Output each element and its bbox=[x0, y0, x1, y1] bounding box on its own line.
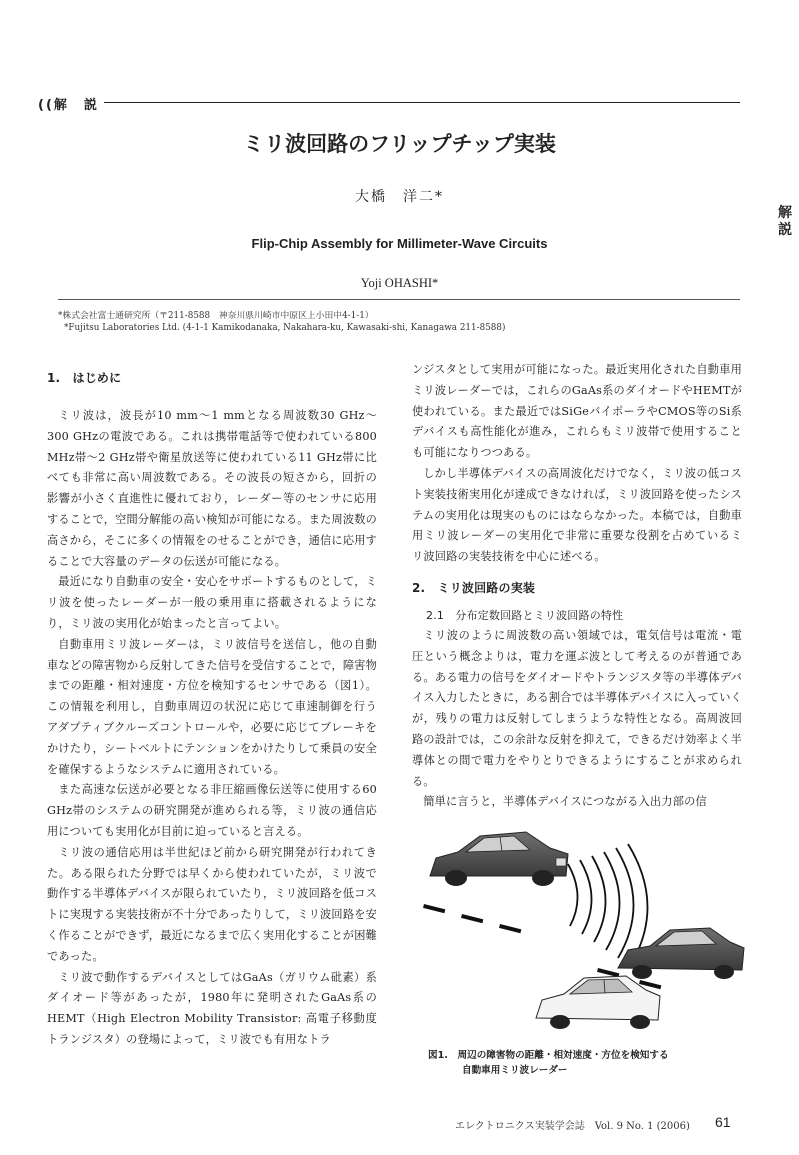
paragraph-continued: ンジスタとして実用が可能になった。最近実用化された自動車用ミリ波レーダーでは，これらのGaAs系のダイオードやHEMTが使われている。また最近ではSiGeバイポーラやCMOS等のSi系デバイスも高性能化が進み，これらもミリ波帯で使用することも可能になりつつある。 bbox=[412, 363, 742, 460]
article-title-english: Flip-Chip Assembly for Millimeter-Wave Circuits bbox=[251, 236, 548, 251]
article-title: ミリ波回路のフリップチップ実装 bbox=[243, 132, 556, 156]
paragraph: また高速な伝送が必要となる非圧縮画像伝送等に使用する60 GHz帯のシステムの研究開発が進められる等，ミリ波の通信応用についても実用化が目前に迫っていると言える。 bbox=[47, 783, 377, 838]
author-english: Yoji OHASHI* bbox=[360, 276, 439, 290]
paragraph: ミリ波は，波長が10 mm～1 mmとなる周波数30 GHz～300 GHzの電波である。これは携帯電話等で使われている800 MHz帯～2 GHz帯や衛星放送等に使われている11 GHz帯に比べても非常に高い周波数である。その波長の短さから，回折の影響が小さく直進性に優れており，レーダー等のセンサに応用することで，空間分解能の高い検知が可能になる。また周波数の高さから，そこに多くの情報をのせることができ，通信に応用することで大容量のデータの伝送が可能になる。 bbox=[47, 409, 378, 568]
paragraph: ミリ波で動作するデバイスとしてはGaAs（ガリウム砒素）系ダイオード等があったが，1980年に発明されたGaAs系のHEMT（High Electron Mobility Transistor: 高電子移動度トランジスタ）の登場によって，ミリ波でも有用なトラ bbox=[47, 970, 377, 1046]
paragraph: 簡単に言うと，半導体デバイスにつながる入出力部の信 bbox=[423, 795, 707, 809]
paragraph: ミリ波のように周波数の高い領域では，電気信号は電流・電圧という概念よりは，電力を運ぶ波として考えるのが普通である。ある電力の信号をダイオードやトランジスタ等の半導体デバイス入力したときに，ある割合では半導体デバイスに入っていくが，残りの電力は反射してしまうような特性となる。高周波回路の設計では，この余計な反射を抑えて，できるだけ効率よく半導体との間で電力をやりとりできるようにすることが求められる。 bbox=[412, 628, 743, 788]
affiliation-japanese: *株式会社富士通研究所（〒211-8588 神奈川県川崎市中原区上小田中4-1-1） bbox=[58, 311, 374, 321]
caption-line-1: 図1. 周辺の障害物の距離・相対速度・方位を検知する bbox=[428, 1050, 669, 1061]
radar-wave-arcs bbox=[568, 844, 648, 966]
right-column bbox=[412, 360, 742, 813]
side-section-tab: 解説 bbox=[778, 205, 792, 238]
affiliation-english: *Fujitsu Laboratories Ltd. (4-1-1 Kamikodanaka, Nakahara-ku, Kawasaki-shi, Kanagawa 211-8588) bbox=[64, 323, 506, 333]
section-2-1-heading: 2.1 分布定数回路とミリ波回路の特性 bbox=[426, 608, 624, 622]
affiliation-rule bbox=[58, 299, 740, 300]
caption-line-2: 自動車用ミリ波レーダー bbox=[462, 1065, 568, 1076]
section-1-heading: 1. はじめに bbox=[47, 371, 122, 385]
figure-1-caption bbox=[428, 1048, 748, 1078]
radar-car-illustration bbox=[430, 832, 568, 886]
author-japanese: 大橋 洋二* bbox=[355, 189, 444, 205]
section-tag: ((解 説 bbox=[38, 98, 99, 113]
journal-footer: エレクトロニクス実装学会誌 Vol. 9 No. 1 (2006) bbox=[455, 1121, 690, 1132]
page-number: 61 bbox=[715, 1114, 731, 1130]
left-column bbox=[47, 368, 377, 1051]
paragraph: ミリ波の通信応用は半世紀ほど前から研究開発が行われてきた。ある限られた分野では早くから使われていたが，ミリ波で動作する半導体デバイスが限られていたり，ミリ波回路を低コストに実現する実装技術が不十分であったりして，ミリ波回路を安く作ることができず，最近になるまで広く実用化することが困難であった。 bbox=[47, 845, 377, 963]
paragraph: しかし半導体デバイスの高周波化だけでなく，ミリ波の低コスト実装技術実用化が達成できなければ，ミリ波回路を使ったシステムの実用化は現実のものにはならなかった。本稿では，自動車用ミリ波レーダーの実用化で非常に重要な役割を占めているミリ波回路の実装技術を中心に述べる。 bbox=[412, 466, 742, 564]
section-2-heading: 2. ミリ波回路の実装 bbox=[412, 580, 536, 595]
obstacle-car-dark bbox=[618, 928, 744, 979]
figure-1-illustration bbox=[418, 818, 748, 1043]
header-rule bbox=[104, 102, 740, 103]
paragraph: 最近になり自動車の安全・安心をサポートするものとして，ミリ波を使ったレーダーが一般の乗用車に搭載されるようになり，ミリ波の実用化が始まったと言ってよい。 bbox=[47, 575, 377, 630]
paragraph: 自動車用ミリ波レーダーは，ミリ波信号を送信し，他の自動車などの障害物から反射してきた信号を受信することで，障害物までの距離・相対速度・方位を検知するセンサである（図1）。この情報を利用し，自動車周辺の状況に応じて車速制御を行うアダプティブクルーズコントロールや，必要に応じてブレーキをかけたり，シートベルトにテンションをかけたりして乗員の安全を確保するようなシステムに適用されている。 bbox=[47, 637, 378, 776]
